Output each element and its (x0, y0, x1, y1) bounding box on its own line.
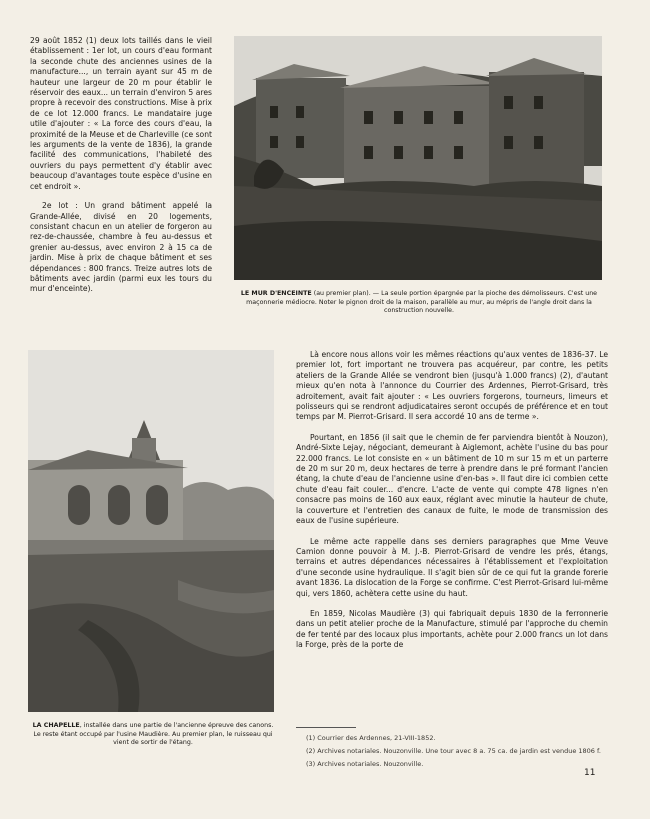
photo-chapel (28, 350, 274, 712)
caption-text: (au premier plan). — La seule portion épargnée par la pioche des démolisseurs. C'est une maçonnerie médiocre. Noter le pignon droit de la maison, parallèle au mur, au mépris de l'angle droit dans la construction nouvelle. (246, 290, 598, 315)
photo-enclosure-wall (234, 36, 602, 280)
footnote-2: (2) Archives notariales. Nouzonville. Une tour avec 8 a. 75 ca. de jardin est vendue 1806 f. (306, 747, 601, 755)
caption-chapel (30, 722, 276, 748)
footnote-3: (3) Archives notariales. Nouzonville. (306, 760, 424, 768)
right-text-column (296, 350, 608, 661)
caption-enclosure-wall (240, 290, 598, 316)
paragraph-lot-2: 2e lot : Un grand bâtiment appelé la Grande-Allée, divisé en 20 logements, consistant chacun en un atelier de forgeron au rez-de-chaussée, chambre à feu au-dessus et grenier au-dessus, avec environ 2 à 15 ca de jardin. Mise à prix de chaque bâtiment et ses dépendances : 800 francs. Treize autres lots de bâtiments avec jardin (parmi eux les tours du mur d'enceinte). (30, 201, 212, 294)
paragraph: En 1859, Nicolas Maudière (3) qui fabriquait depuis 1830 de la ferronnerie dans un petit atelier proche de la Manufacture, stimulé par l'approche du chemin de fer tenté par des locaux plus importants, achète pour 2.000 francs un lot dans la Forge, près de la porte de (296, 608, 608, 650)
paragraph: Le même acte rappelle dans ses derniers paragraphes que Mme Veuve Camion donne pouvoir à M. J.-B. Pierrot-Grisard de vendre les prés, étangs, terrains et autres dépendances nécessaires à l'établissement et l'exploitation d'une seconde usine hydraulique. Il s'agit bien sûr de ce qui fut la grande forerie avant 1836. La dislocation de la Forge se confirme. C'est Pierrot-Grisard lui-même qui, vers 1860, achètera cette usine du haut. (296, 536, 608, 598)
caption-text: , installée dans une partie de l'ancienne épreuve des canons. Le reste étant occupé par l'usine Maudière. Au premier plan, le ruisseau qui vient de sortir de l'étang. (33, 722, 274, 747)
paragraph: Pourtant, en 1856 (il sait que le chemin de fer parviendra bientôt à Nouzon), André-Sixte Lejay, négociant, demeurant à Aiglemont, achète l'usine du bas pour 22.000 francs. Le lot consiste en « un bâtiment de 10 m sur 15 m et un parterre de 20 m sur 20 m, deux hectares de terre à prendre dans le pré formant l'ancien étang, la chute d'eau de l'ancienne usine d'en-bas ». Il faut dire ici combien cette chute d'eau fait couler... d'encre. L'acte de vente qui compte 478 lignes n'en consacre pas moins de 160 aux eaux, réglant avec minutie la hauteur de chute, la couverture et l'entretien des canaux de fuite, le mode de transmission des eaux de l'usine supérieure. (296, 432, 608, 526)
caption-title: LA CHAPELLE (32, 722, 80, 729)
page-number: 11 (584, 768, 596, 778)
footnote-1: (1) Courrier des Ardennes, 21-VIII-1852. (306, 734, 436, 742)
footnotes (296, 734, 608, 773)
paragraph-lot-1: 29 août 1852 (1) deux lots taillés dans le vieil établissement : 1er lot, un cours d'eau formant la seconde chute des anciennes usines de la manufacture..., un terrain ayant sur 45 m de hauteur une largeur de 20 m pour établir le réservoir des eaux... un terrain d'environ 5 ares propre à recevoir des constructions. Mise à prix de ce lot 12.000 francs. Le mandataire juge utile d'ajouter : « La force des cours d'eau, la proximité de la Meuse et de Charleville (ce sont les arguments de la vente de 1836), la grande facilité des communications, l'habileté des ouvriers du pays permettent d'y établir avec beaucoup d'avantages toute espèce d'usine en cet endroit ». (30, 36, 212, 191)
caption-title: LE MUR D'ENCEINTE (240, 290, 312, 297)
left-text-column (30, 36, 212, 304)
footnote-divider (296, 727, 356, 728)
paragraph: Là encore nous allons voir les mêmes réactions qu'aux ventes de 1836-37. Le premier lot, fort important ne trouvera pas acquéreur, par contre, les petits ateliers de la Grande Allée se vendront bien (jusqu'à 1.000 francs) (2), d'autant mieux qu'en nota à l'annonce du Courrier des Ardennes, Pierrot-Grisard, très adroitement, avait fait ajouter : « Les ouvriers forgerons, tourneurs, limeurs et polisseurs qui se rendront adjudicataires seront occupés de préférence et en tout temps par M. Pierrot-Grisard. Il sera accordé 10 ans de terme ». (296, 350, 608, 422)
